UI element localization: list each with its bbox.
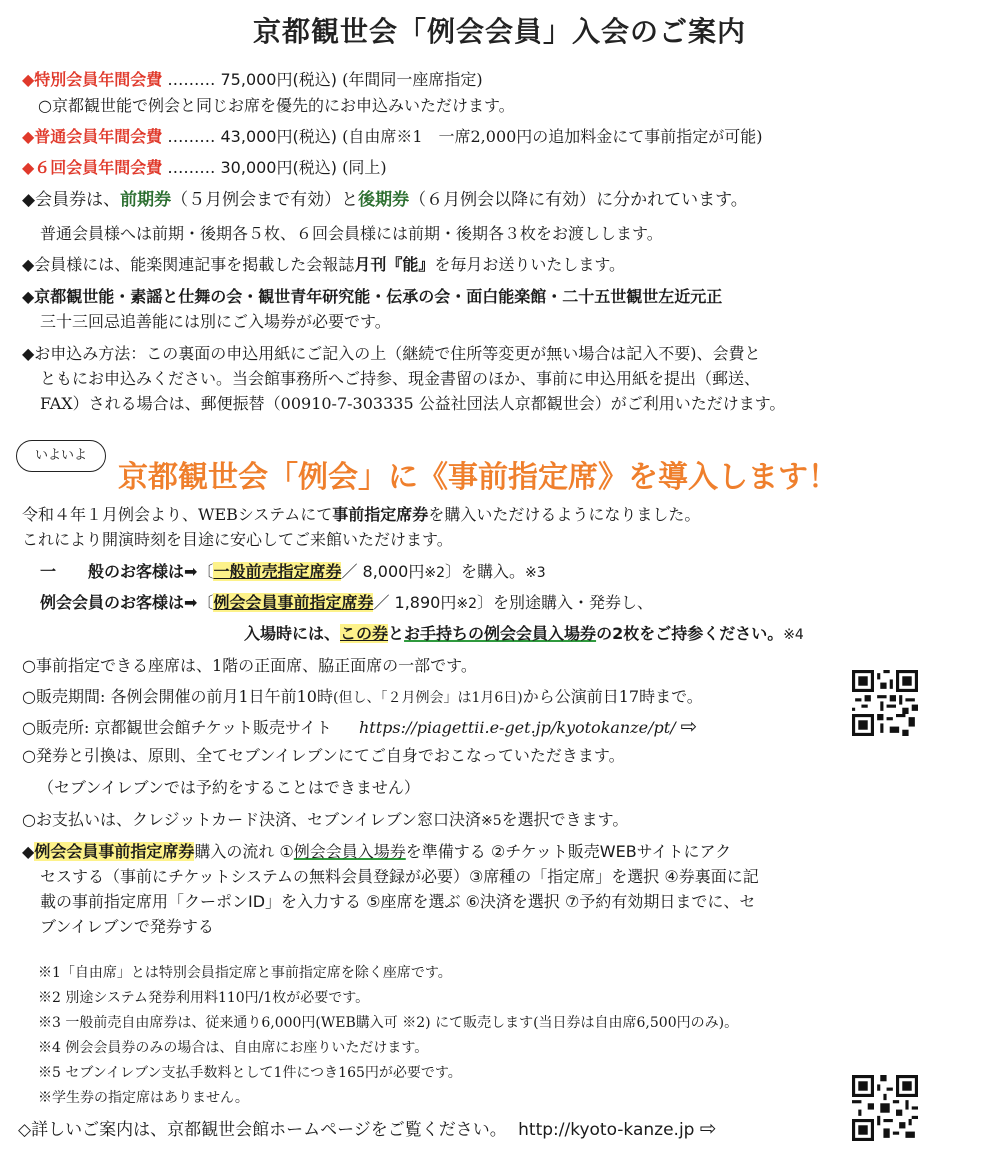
six-fee-row: ◆６回会員年間会費 ……… 30,000円(税込) (同上) — [22, 158, 387, 177]
sales-site-link[interactable]: https://piagettii.e-get.jp/kyotokanze/pt/ — [358, 718, 676, 737]
announce-title: 京都観世会「例会」に《事前指定席》を導入します！ — [118, 460, 838, 495]
footer-line: ◇詳しいご案内は、京都観世会館ホームページをご覧ください。 http://kyoto-kanze.jp ⇨ — [18, 1116, 717, 1140]
ticket-count: 普通会員様へは前期・後期各５枚、６回会員様には前期・後期各３枚をお渡しします。 — [40, 224, 663, 243]
note-4: ※4 例会会員券のみの場合は、自由席にお座りいただけます。 — [38, 1040, 429, 1056]
regular-fee-price: 43,000円(税込) — [220, 127, 337, 146]
six-fee-note: (同上) — [342, 158, 387, 177]
note-3: ※3 一般前売自由席券は、従来通り6,000円(WEB購入可 ※2) にて販売します(当日券は自由席6,500円のみ)。 — [38, 1015, 739, 1031]
purchase-flow-line3: 載の事前指定席用「クーポンID」を入力する ⑤座席を選ぶ ⑥決済を選択 ⑦予約有効期日までに、セ — [40, 892, 756, 911]
apply-method-line2: ともにお申込みください。当会館事務所へご持参、現金書留のほか、事前に申込用紙を提出（郵送、 — [40, 369, 761, 388]
arrow-right-outline-icon: ⇨ — [680, 714, 698, 738]
qr-code-icon[interactable] — [852, 1075, 918, 1141]
purchase-flow-line1: ◆例会会員事前指定席券購入の流れ ①例会会員入場券を準備する ②チケット販売WEBサイトにアク — [22, 842, 732, 861]
note-1: ※1「自由席」とは特別会員指定席と事前指定席を除く座席です。 — [38, 965, 452, 981]
payment-info: ○お支払いは、クレジットカード決済、セブンイレブン窓口決済※5を選択できます。 — [22, 810, 629, 829]
note-6: ※学生券の指定席はありません。 — [38, 1090, 249, 1106]
separate-ticket-line2: 三十三回忌追善能には別にご入場券が必要です。 — [40, 312, 391, 331]
note-5: ※5 セブンイレブン支払手数料として1件につき165円が必要です。 — [38, 1065, 462, 1081]
special-fee-note: (年間同一座席指定) — [342, 70, 483, 89]
special-fee-row: ◆特別会員年間会費 ……… 75,000円(税込) (年間同一座席指定) — [22, 70, 483, 89]
announce-bubble: いよいよ — [16, 440, 106, 472]
purchase-flow-line4: ブンイレブンで発券する — [40, 917, 214, 936]
regular-fee-row: ◆普通会員年間会費 ……… 43,000円(税込) (自由席※1 一席2,000円の追加料金にて事前指定が可能) — [22, 127, 763, 146]
apply-method-line3: FAX）される場合は、郵便振替（00910-7-303335 公益社団法人京都観世会）がご利用いただけます。 — [40, 394, 786, 413]
member-ticket-name: 例会会員事前指定席券 — [213, 593, 374, 612]
newsletter-info: ◆会員様には、能楽関連記事を掲載した会報誌月刊『能』を毎月お送りいたします。 — [22, 255, 626, 274]
arrow-right-outline-icon: ⇨ — [699, 1116, 717, 1140]
arrow-right-icon: ➡ — [184, 593, 198, 612]
ticket-periods: ◆会員券は、前期券（５月例会まで有効）と後期券（６月例会以降に有効）に分かれています。 — [22, 190, 748, 210]
sales-site-info: ○販売所: 京都観世会館チケット販売サイト https://piagettii.e-get.jp/kyotokanze/pt/ ⇨ — [22, 714, 698, 738]
purchase-flow-line2: セスする（事前にチケットシステムの無料会員登録が必要）③席種の「指定席」を選択 ④券裏面に記 — [40, 867, 759, 886]
separate-ticket-line1: ◆京都観世能・素謡と仕舞の会・観世青年研究能・伝承の会・面白能楽館・二十五世観世左近元正 — [22, 287, 723, 306]
six-fee-price: 30,000円(税込) — [220, 158, 337, 177]
six-fee-label: ◆６回会員年間会費 — [22, 158, 163, 177]
special-fee-desc: ○京都観世能で例会と同じお席を優先的にお申込みいただけます。 — [38, 96, 515, 115]
seat-area-info: ○事前指定できる座席は、1階の正面席、脇正面席の一部です。 — [22, 656, 477, 675]
member-customer-line: 例会会員のお客様は➡〔例会会員事前指定席券／ 1,890円※2〕を別途購入・発券し、 — [40, 593, 654, 612]
regular-fee-note: (自由席※1 一席2,000円の追加料金にて事前指定が可能) — [342, 127, 763, 146]
intro-line1: 令和４年１月例会より、WEBシステムにて事前指定席券を購入いただけるようになりました。 — [22, 505, 701, 524]
general-customer-line: 一 般のお客様は➡〔一般前売指定席券／ 8,000円※2〕を購入。※3 — [40, 562, 546, 581]
apply-method-line1: ◆お申込み方法：この裏面の申込用紙にご記入の上（継続で住所等変更が無い場合は記入不要)、会費と — [22, 344, 761, 363]
qr-code-icon[interactable] — [852, 670, 918, 736]
homepage-link[interactable]: http://kyoto-kanze.jp — [518, 1120, 695, 1140]
seven-eleven-note: （セブンイレブンでは予約をすることはできません） — [38, 778, 420, 797]
general-ticket-name: 一般前売指定席券 — [213, 562, 342, 581]
regular-fee-label: ◆普通会員年間会費 — [22, 127, 163, 146]
arrow-right-icon: ➡ — [184, 562, 198, 581]
page-title: 京都観世会「例会会員」入会のご案内 — [252, 15, 746, 48]
special-fee-label: ◆特別会員年間会費 — [22, 70, 163, 89]
intro-line2: これにより開演時刻を目途に安心してご来館いただけます。 — [22, 530, 453, 549]
ticket-issue-info: ○発券と引換は、原則、全てセブンイレブンにてご自身でおこなっていただきます。 — [22, 746, 625, 765]
sales-period-info: ○販売期間: 各例会開催の前月1日午前10時(但し、「２月例会」は1月6日)から公演前日17時まで。 — [22, 687, 703, 706]
entry-instruction-line: 入場時には、この券とお手持ちの例会会員入場券の2枚をご持参ください。※4 — [244, 624, 804, 643]
special-fee-price: 75,000円(税込) — [220, 70, 337, 89]
note-2: ※2 別途システム発券利用料110円/1枚が必要です。 — [38, 990, 370, 1006]
